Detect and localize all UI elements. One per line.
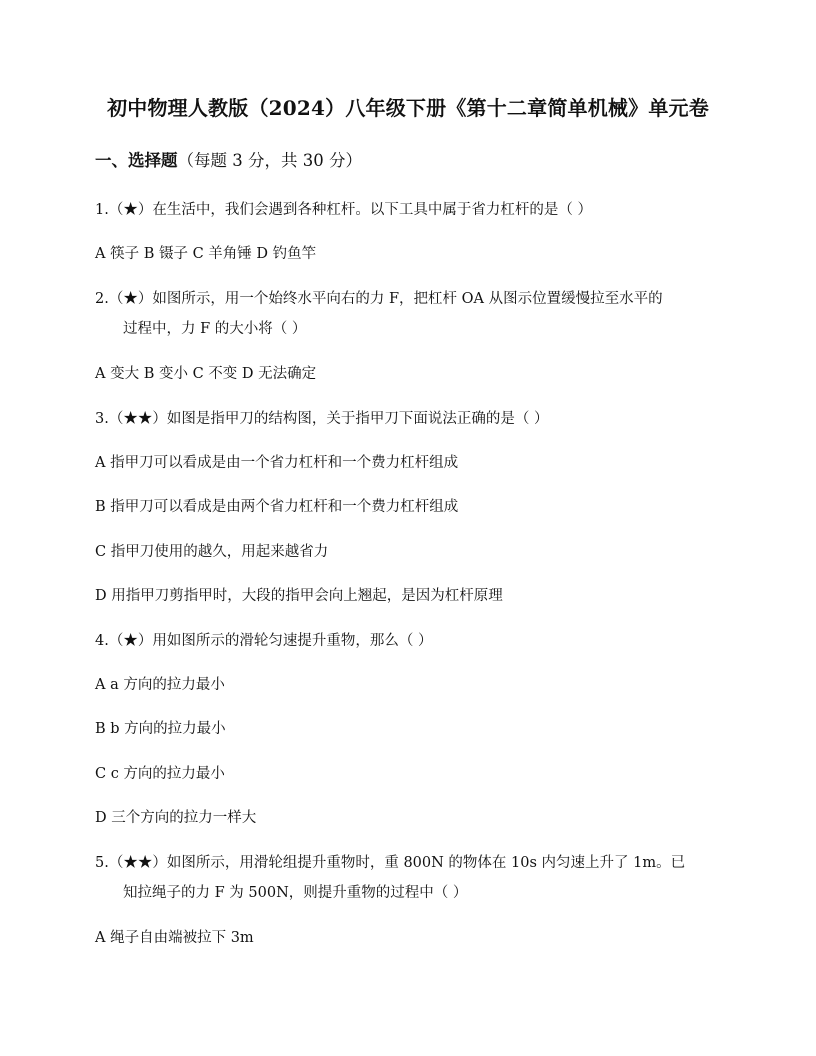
- question-3-option-c: C 指甲刀使用的越久，用起来越省力: [95, 544, 329, 560]
- question-3-option-a: A 指甲刀可以看成是由一个省力杠杆和一个费力杠杆组成: [95, 455, 459, 471]
- question-2-options: A 变大 B 变小 C 不变 D 无法确定: [95, 366, 317, 382]
- question-5-option-a: A 绳子自由端被拉下 3m: [95, 930, 254, 946]
- document-title: 初中物理人教版（2024）八年级下册《第十二章简单机械》单元卷: [107, 96, 709, 120]
- question-3-text: 3.（★★）如图是指甲刀的结构图，关于指甲刀下面说法正确的是（ ）: [95, 411, 549, 427]
- question-4-option-d: D 三个方向的拉力一样大: [95, 810, 257, 826]
- question-1-text: 1.（★）在生活中，我们会遇到各种杠杆。以下工具中属于省力杠杆的是（ ）: [95, 202, 592, 218]
- section-header: [95, 148, 362, 174]
- section-note: （每题 3 分，共 30 分）: [177, 151, 362, 170]
- question-5-text: 5.（★★）如图所示，用滑轮组提升重物时，重 800N 的物体在 10s 内匀速上升了 1m。已: [95, 855, 686, 871]
- question-1-options: A 筷子 B 镊子 C 羊角锤 D 钓鱼竿: [95, 246, 317, 262]
- question-5-text-continued: 知拉绳子的力 F 为 500N，则提升重物的过程中（ ）: [123, 885, 468, 901]
- section-heading: 一、选择题: [95, 151, 178, 170]
- question-3-option-d: D 用指甲刀剪指甲时，大段的指甲会向上翘起，是因为杠杆原理: [95, 588, 503, 604]
- question-4-option-b: B b 方向的拉力最小: [95, 721, 226, 737]
- question-4-text: 4.（★）用如图所示的滑轮匀速提升重物，那么（ ）: [95, 633, 433, 649]
- question-2-text-continued: 过程中，力 F 的大小将（ ）: [123, 321, 307, 337]
- question-2-text: 2.（★）如图所示，用一个始终水平向右的力 F，把杠杆 OA 从图示位置缓慢拉至水平的: [95, 291, 663, 307]
- question-4-option-a: A a 方向的拉力最小: [95, 677, 225, 693]
- question-3-option-b: B 指甲刀可以看成是由两个省力杠杆和一个费力杠杆组成: [95, 499, 459, 515]
- question-4-option-c: C c 方向的拉力最小: [95, 766, 225, 782]
